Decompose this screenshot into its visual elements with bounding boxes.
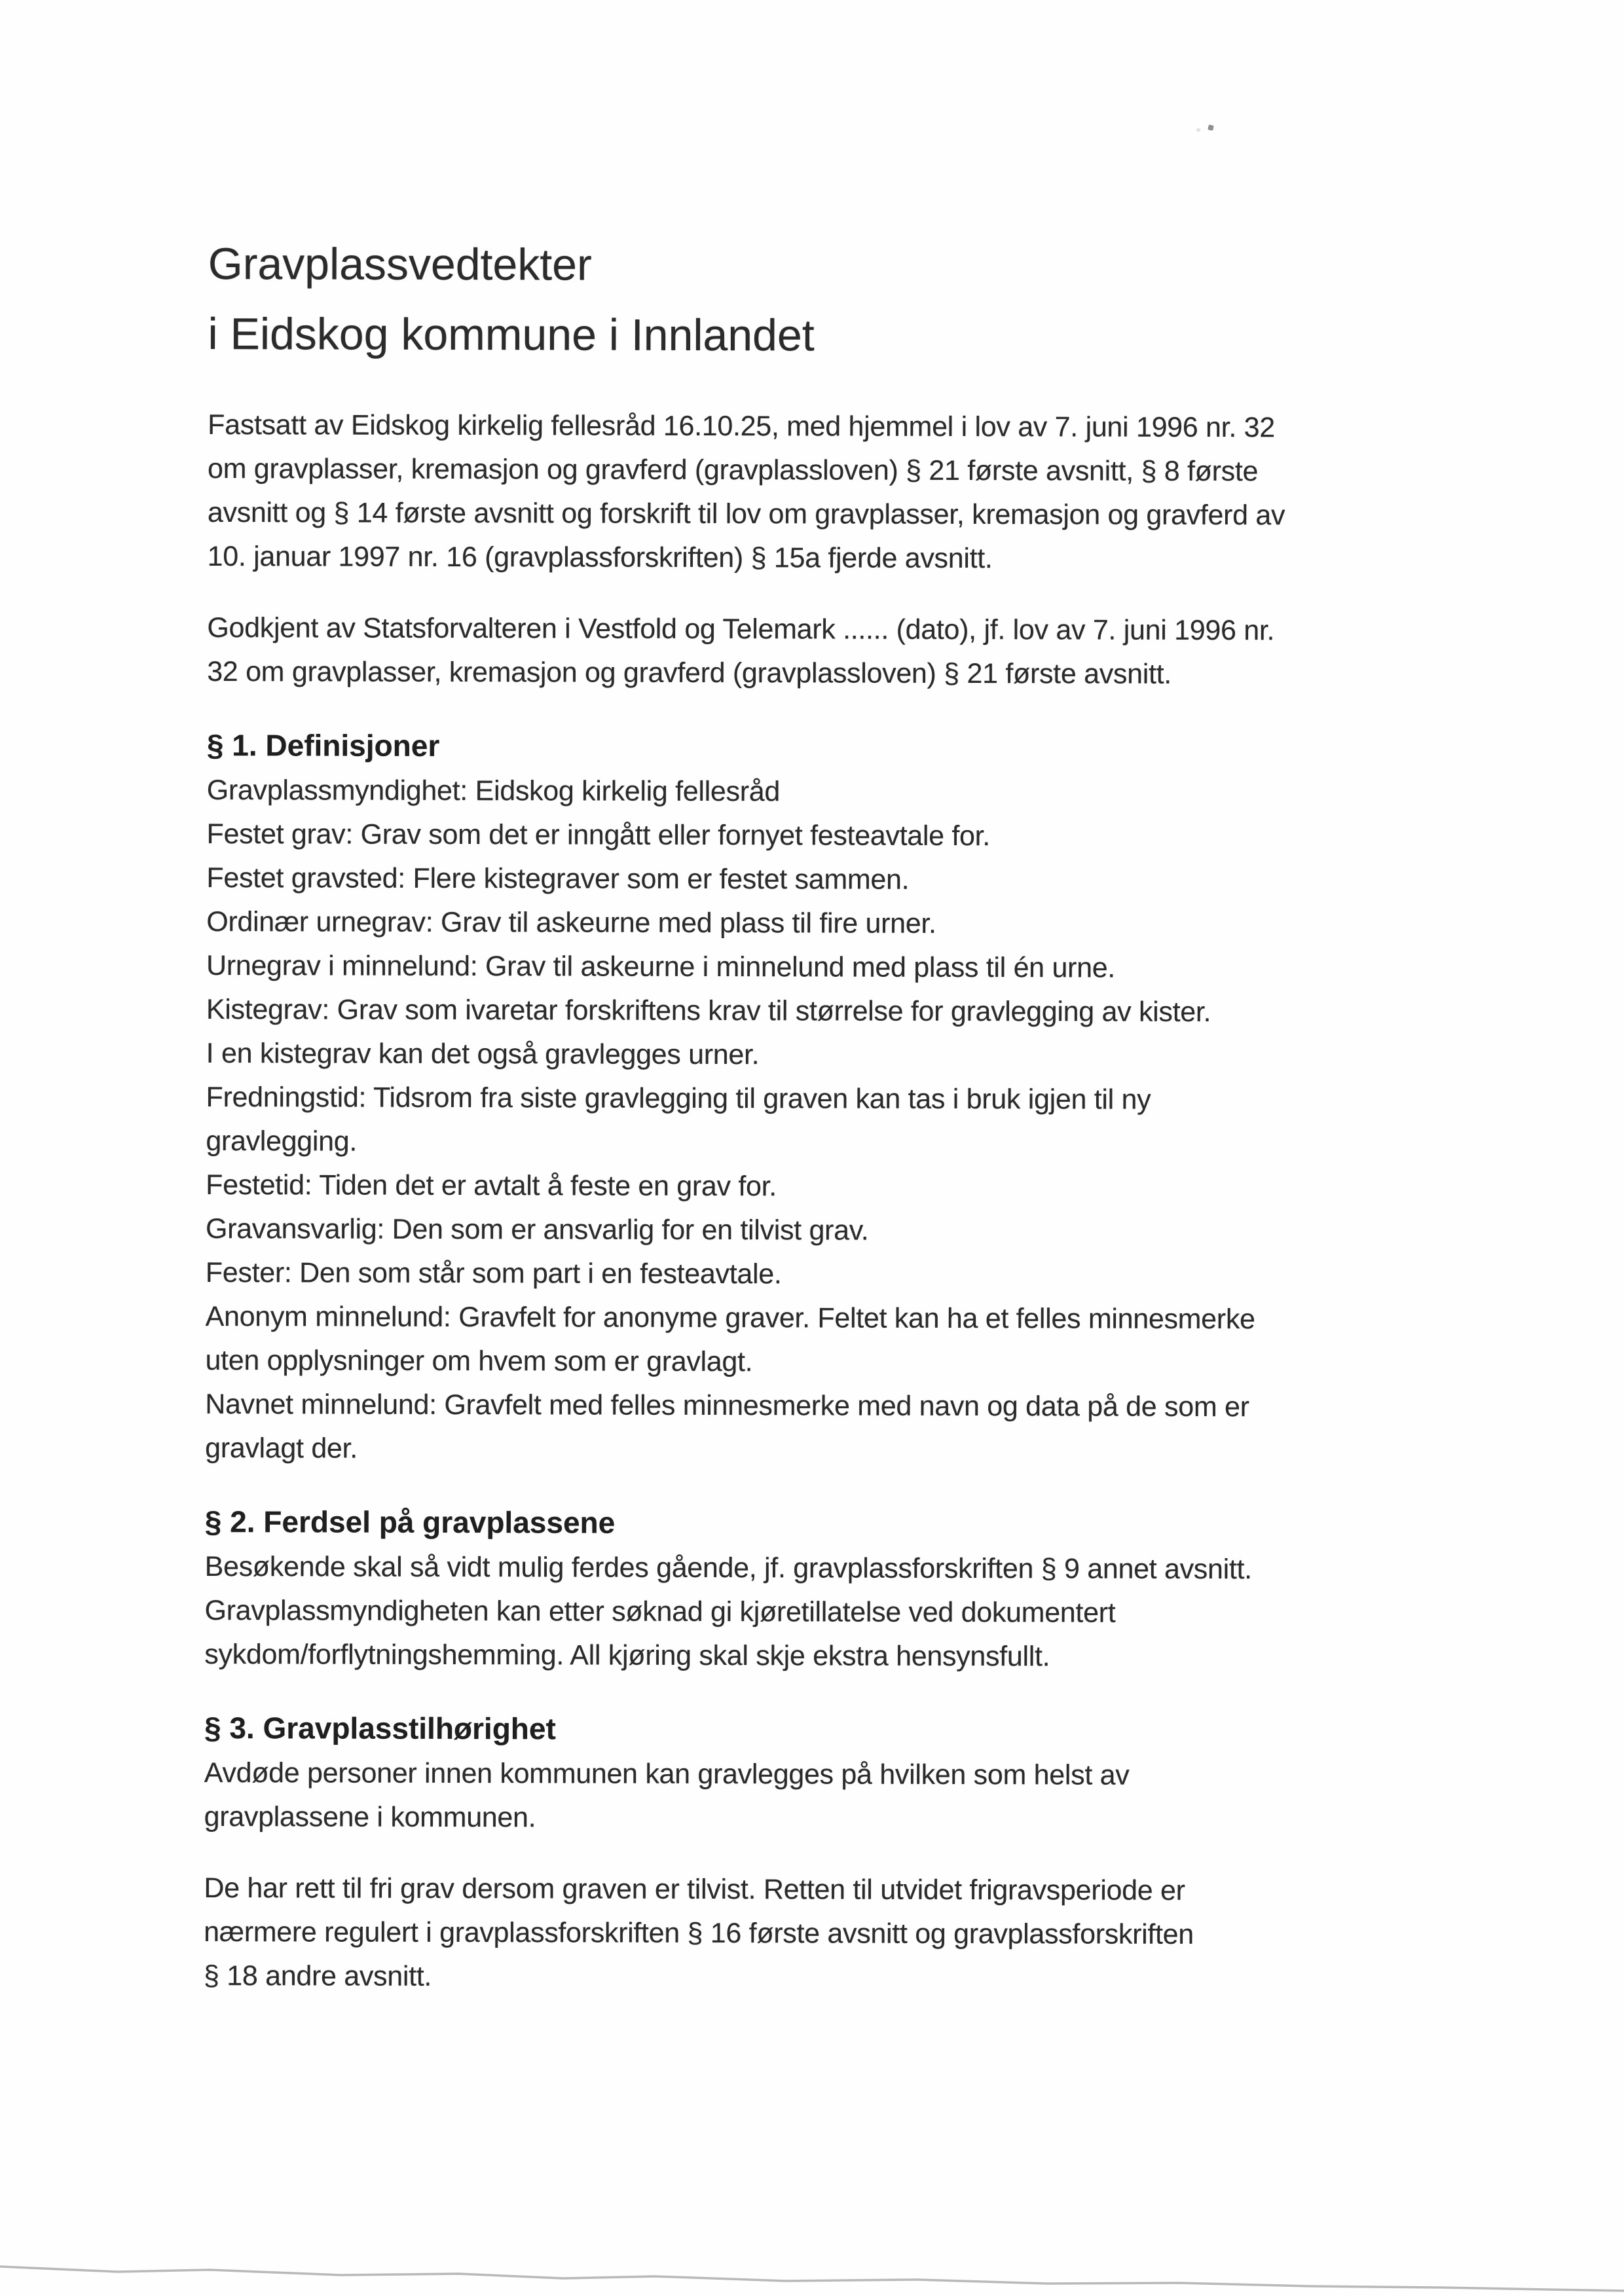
document-paragraph — [204, 1867, 1449, 2001]
scan-speck-faint-artifact — [1196, 128, 1200, 132]
document-content — [204, 229, 1452, 2001]
text-line: Besøkende skal så vidt mulig ferdes gående, jf. gravplassforskriften § 9 annet avsnitt. — [204, 1550, 1252, 1586]
document-paragraph — [205, 769, 1451, 1474]
text-line: § 18 andre avsnitt. — [203, 1959, 432, 1992]
text-line: 10. januar 1997 nr. 16 (gravplassforskriften) § 15a fjerde avsnitt. — [207, 540, 993, 575]
document-body — [204, 403, 1452, 2001]
text-line: gravlagt der. — [205, 1432, 358, 1465]
text-line: Gravplassmyndigheten kan etter søknad gi kjøretillatelse ved dokumentert — [204, 1594, 1116, 1629]
section-heading: § 3. Gravplasstilhørighet — [204, 1710, 556, 1746]
paper-edge-line — [0, 2267, 1624, 2291]
scan-edge-artifact — [0, 2239, 1624, 2296]
section-heading: § 2. Ferdsel på gravplassene — [204, 1504, 616, 1540]
text-line: Festet gravsted: Flere kistegraver som er festet sammen. — [206, 862, 910, 896]
text-line: De har rett til fri grav dersom graven er tilvist. Retten til utvidet frigravsperiode er — [204, 1872, 1185, 1906]
document-paragraph — [208, 403, 1452, 582]
section-heading: § 1. Definisjoner — [206, 727, 440, 763]
text-line: avsnitt og § 14 første avsnitt og forskrift til lov om gravplasser, kremasjon og gravferd av — [207, 496, 1285, 532]
text-line: Festetid: Tiden det er avtalt å feste en grav for. — [206, 1169, 777, 1203]
text-line: Fastsatt av Eidskog kirkelig fellesråd 16.10.25, med hjemmel i lov av 7. juni 1996 nr. 32 — [208, 409, 1275, 444]
text-line: Gravplassmyndighet: Eidskog kirkelig fellesråd — [206, 774, 781, 808]
text-line: sykdom/forflytningshemming. All kjøring skal skje ekstra hensynsfullt. — [204, 1638, 1050, 1673]
text-line: Gravansvarlig: Den som er ansvarlig for en tilvist grav. — [205, 1212, 869, 1247]
text-line: Godkjent av Statsforvalteren i Vestfold og Telemark ...... (dato), jf. lov av 7. juni 1996 nr. — [207, 611, 1275, 647]
text-line: Ordinær urnegrav: Grav til askeurne med plass til fire urner. — [206, 905, 936, 939]
document-paragraph — [204, 1545, 1449, 1680]
text-line: gravplassene i kommunen. — [204, 1800, 536, 1834]
title-line: Gravplassvedtekter — [208, 238, 592, 290]
document-title — [208, 229, 1452, 373]
text-line: nærmere regulert i gravplassforskriften § 16 første avsnitt og gravplassforskriften — [204, 1916, 1194, 1950]
text-line: 32 om gravplasser, kremasjon og gravferd (gravplassloven) § 21 første avsnitt. — [207, 655, 1172, 690]
text-line: Festet grav: Grav som det er inngått eller fornyet festeavtale for. — [206, 818, 991, 852]
text-line: Kistegrav: Grav som ivaretar forskriftens krav til størrelse for gravlegging av kister. — [206, 993, 1211, 1029]
text-line: Urnegrav i minnelund: Grav til askeurne i minnelund med plass til én urne. — [206, 949, 1116, 984]
document-paragraph — [207, 606, 1451, 697]
text-line: Anonym minnelund: Gravfelt for anonyme graver. Feltet kan ha et felles minnesmerke — [205, 1300, 1255, 1336]
text-line: om gravplasser, kremasjon og gravferd (gravplassloven) § 21 første avsnitt, § 8 første — [207, 452, 1259, 488]
text-line: uten opplysninger om hvem som er gravlagt. — [205, 1344, 753, 1378]
scan-speck-artifact — [1208, 124, 1213, 130]
document-paragraph — [204, 1751, 1449, 1842]
text-line: gravlegging. — [206, 1125, 358, 1157]
title-line: i Eidskog kommune i Innlandet — [208, 308, 815, 361]
text-line: I en kistegrav kan det også gravlegges urner. — [206, 1037, 760, 1071]
text-line: Avdøde personer innen kommunen kan gravlegges på hvilken som helst av — [204, 1757, 1130, 1791]
text-line: Fredningstid: Tidsrom fra siste gravlegging til graven kan tas i bruk igjen til ny — [206, 1081, 1151, 1116]
text-line: Navnet minnelund: Gravfelt med felles minnesmerke med navn og data på de som er — [205, 1388, 1249, 1423]
text-line: Fester: Den som står som part i en festeavtale. — [205, 1256, 782, 1290]
